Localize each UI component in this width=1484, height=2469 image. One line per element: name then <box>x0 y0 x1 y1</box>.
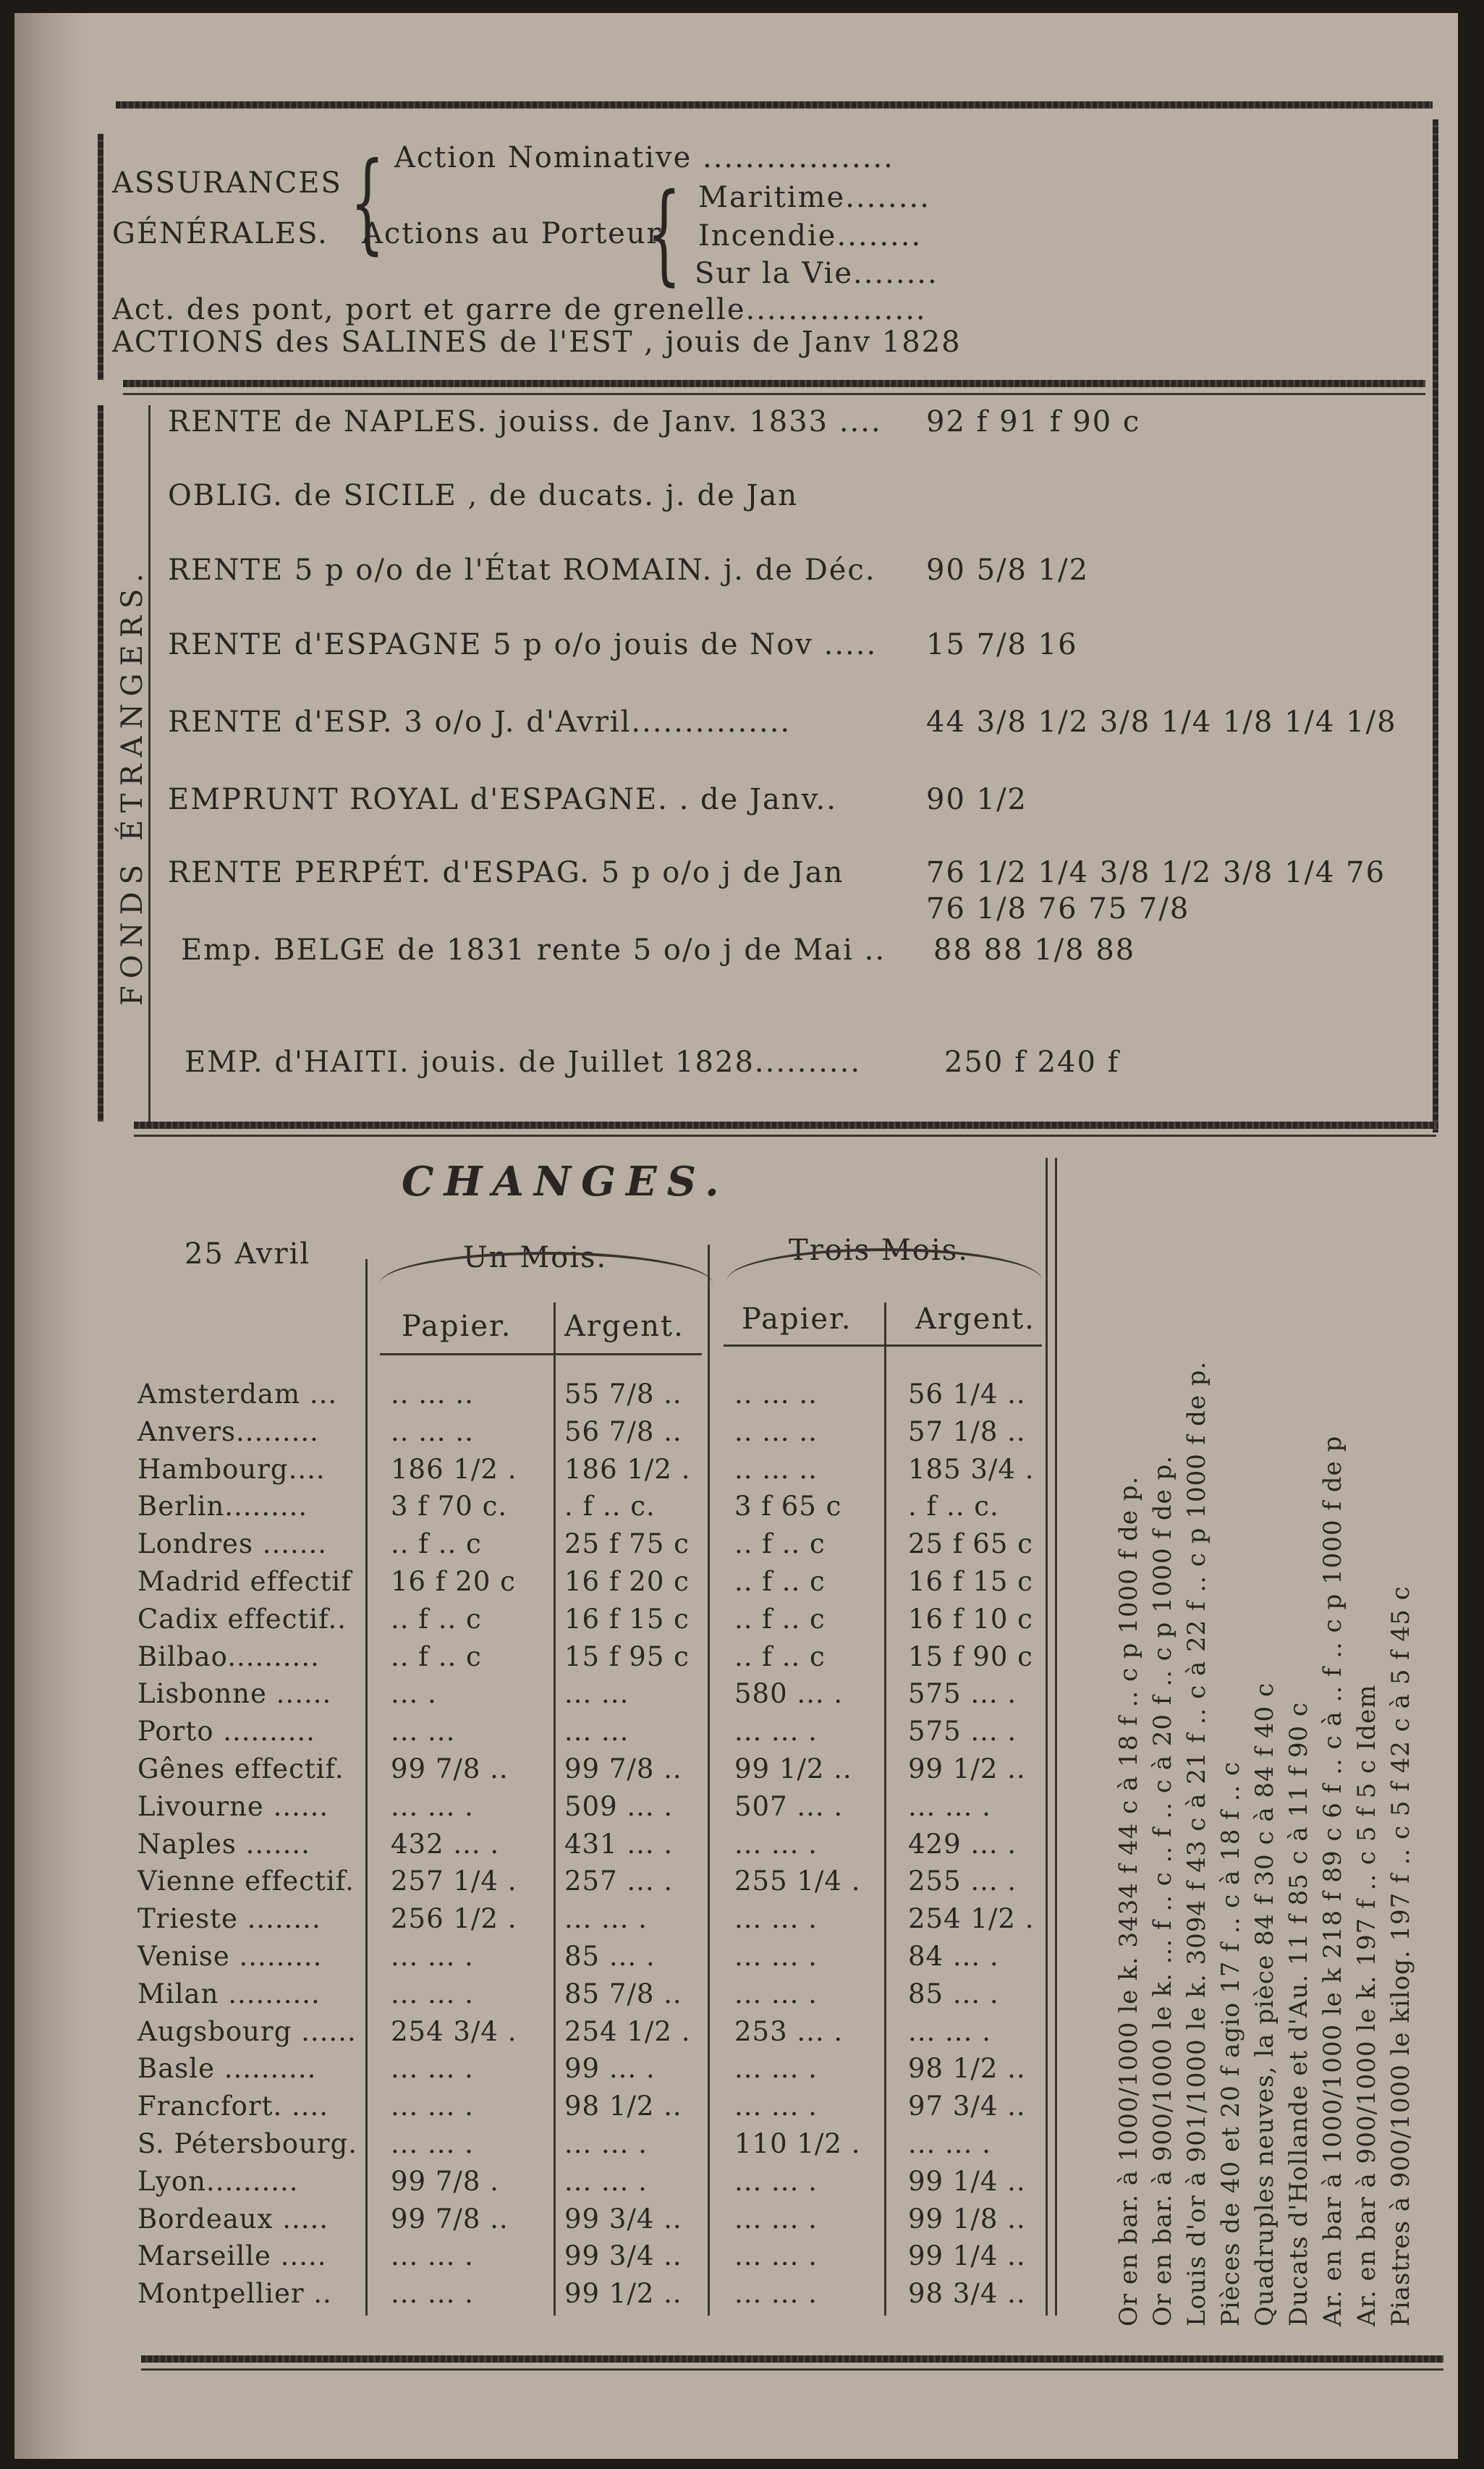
right-border-top <box>1433 119 1438 1132</box>
table-row-city: Porto .......... <box>137 1716 315 1748</box>
divider-1b <box>123 393 1425 395</box>
table-cell-c4: 99 1/4 .. <box>908 2165 1026 2197</box>
metal-line: Or en bar. à 900/1000 le k. ... f .. c .. f .. c à 20 f .. c p 1000 f de p. <box>1148 1454 1177 2326</box>
metal-line: Pièces de 40 et 20 f agio 17 f .. c à 18 f .. c <box>1216 1761 1245 2326</box>
table-cell-c3: .. f .. c <box>734 1603 826 1635</box>
table-cell-c2: 16 f 20 c <box>564 1566 690 1597</box>
table-row-city: Milan .......... <box>137 1978 321 2009</box>
table-cell-c1: ... ... . <box>391 2240 474 2272</box>
table-cell-c2: 254 1/2 . <box>564 2015 691 2047</box>
fonds-row-2-value: 90 5/8 1/2 <box>926 554 1090 587</box>
table-cell-c4: 56 1/4 .. <box>908 1379 1026 1410</box>
fonds-left-border <box>98 405 103 1122</box>
bottom-rule <box>141 2355 1443 2363</box>
table-cell-c4: ... ... . <box>908 1790 991 1822</box>
table-row-city: Cadix effectif.. <box>137 1603 347 1635</box>
table-cell-c3: .. ... .. <box>734 1379 818 1410</box>
assurances-label-2: GÉNÉRALES. <box>112 217 328 250</box>
table-cell-c2: ... ... . <box>564 1903 648 1935</box>
table-row-city: Montpellier .. <box>137 2278 332 2310</box>
table-cell-c1: ... ... . <box>391 1978 474 2009</box>
table-row-city: Gênes effectif. <box>137 1753 344 1784</box>
table-row-city: Augsbourg ...... <box>137 2015 357 2047</box>
metal-line: Quadruples neuves, la pièce 84 f 30 c à 84 f 40 c <box>1250 1682 1279 2326</box>
fonds-row-5-name: EMPRUNT ROYAL d'ESPAGNE. . de Janv.. <box>168 783 837 816</box>
table-cell-c2: 25 f 75 c <box>564 1528 690 1560</box>
table-row-city: Francfort. .... <box>137 2091 329 2122</box>
table-cell-c4: ... ... . <box>908 2128 991 2159</box>
table-cell-c4: 185 3/4 . <box>908 1453 1035 1485</box>
table-cell-c4: 98 1/2 .. <box>908 2053 1026 2085</box>
table-cell-c3: 110 1/2 . <box>734 2128 861 2159</box>
table-cell-c4: 57 1/8 .. <box>908 1415 1026 1447</box>
table-cell-c1: ... ... . <box>391 1941 474 1972</box>
table-cell-c3: 580 ... . <box>734 1678 844 1710</box>
divider-1 <box>123 380 1425 387</box>
table-cell-c1: 186 1/2 . <box>391 1453 517 1485</box>
table-cell-c1: ... ... . <box>391 2091 474 2122</box>
fonds-row-0-value: 92 f 91 f 90 c <box>926 405 1141 439</box>
brace-2: { <box>646 171 682 297</box>
table-row-city: Amsterdam ... <box>137 1379 338 1410</box>
table-cell-c1: .. ... .. <box>391 1415 474 1447</box>
col-rule-d <box>884 1303 886 2316</box>
actions-porteur: Actions au Porteur. <box>362 217 670 250</box>
col-rule-f <box>1055 1158 1057 2316</box>
table-cell-c2: 98 1/2 .. <box>564 2091 682 2122</box>
trois-mois-header: Trois Mois. <box>789 1234 969 1267</box>
actions-ponts: Act. des pont, port et garre de grenelle................. <box>112 293 927 326</box>
brace-1: { <box>349 140 385 266</box>
table-cell-c1: ... ... . <box>391 1790 474 1822</box>
assurances-label-1: ASSURANCES <box>112 166 342 200</box>
table-cell-c3: ... ... . <box>734 1978 818 2009</box>
fonds-row-7-value: 88 88 1/8 88 <box>933 933 1136 967</box>
table-cell-c2: 99 ... . <box>564 2053 656 2085</box>
header-argent-1: Argent. <box>564 1310 684 1343</box>
table-row-city: Livourne ...... <box>137 1790 329 1822</box>
divider-2b <box>134 1135 1436 1137</box>
table-cell-c3: .. f .. c <box>734 1528 826 1560</box>
table-cell-c1: ... ... <box>391 1716 456 1748</box>
col-rule-b <box>554 1303 556 2316</box>
table-cell-c1: 99 7/8 .. <box>391 1753 509 1784</box>
table-cell-c1: ... . <box>391 1678 437 1710</box>
table-row-city: Lyon.......... <box>137 2165 299 2197</box>
incendie: Incendie........ <box>698 219 923 253</box>
metal-line: Ar. en bar à 900/1000 le k. 197 f .. c 5 f 5 c Idem <box>1352 1684 1381 2326</box>
table-cell-c1: 16 f 20 c <box>391 1566 516 1597</box>
top-rule <box>116 101 1433 109</box>
changes-date: 25 Avril <box>185 1237 311 1271</box>
table-cell-c2: 16 f 15 c <box>564 1603 690 1635</box>
fonds-row-7-name: Emp. BELGE de 1831 rente 5 o/o j de Mai .. <box>181 933 886 967</box>
fonds-row-6-value: 76 1/2 1/4 3/8 1/2 3/8 1/4 76 <box>926 856 1386 889</box>
table-cell-c3: ... ... . <box>734 1716 818 1748</box>
un-mois-header: Un Mois. <box>463 1241 608 1274</box>
header-argent-2: Argent. <box>915 1303 1035 1336</box>
table-cell-c4: 98 3/4 .. <box>908 2278 1026 2310</box>
table-row-city: Hambourg.... <box>137 1453 326 1485</box>
fonds-row-0-name: RENTE de NAPLES. jouiss. de Janv. 1833 .... <box>168 405 882 439</box>
divider-2 <box>134 1122 1436 1129</box>
fonds-row-1-name: OBLIG. de SICILE , de ducats. j. de Jan <box>168 479 799 512</box>
table-row-city: Venise ......... <box>137 1941 323 1972</box>
table-row-city: Basle .......... <box>137 2053 317 2085</box>
table-cell-c4: 16 f 10 c <box>908 1603 1033 1635</box>
fonds-row-4-value: 44 3/8 1/2 3/8 1/4 1/8 1/4 1/8 <box>926 706 1397 739</box>
table-row-city: Londres ....... <box>137 1528 328 1560</box>
table-row-city: Bordeaux ..... <box>137 2203 329 2235</box>
table-cell-c4: 575 ... . <box>908 1716 1017 1748</box>
table-cell-c2: 15 f 95 c <box>564 1640 690 1672</box>
table-row-city: S. Pétersbourg. <box>137 2128 358 2159</box>
fonds-row-4-name: RENTE d'ESP. 3 o/o J. d'Avril............... <box>168 706 792 739</box>
table-cell-c2: 99 3/4 .. <box>564 2240 682 2272</box>
table-cell-c2: . f .. c. <box>564 1491 656 1523</box>
table-cell-c3: ... ... . <box>734 2240 818 2272</box>
table-cell-c3: .. ... .. <box>734 1453 818 1485</box>
metal-line: Piastres à 900/1000 le kilog. 197 f .. c 5 f 42 c à 5 f 45 c <box>1386 1585 1415 2326</box>
fonds-side-label: FONDS ÉTRANGERS. <box>116 566 149 1006</box>
table-row-city: Naples ....... <box>137 1828 310 1860</box>
table-cell-c4: 15 f 90 c <box>908 1640 1033 1672</box>
col-rule-c <box>708 1245 710 2316</box>
table-cell-c1: 99 7/8 . <box>391 2165 499 2197</box>
table-cell-c1: 3 f 70 c. <box>391 1491 508 1523</box>
fonds-row-5-value: 90 1/2 <box>926 783 1027 816</box>
table-cell-c1: ... ... . <box>391 2278 474 2310</box>
table-cell-c3: 253 ... . <box>734 2015 844 2047</box>
table-cell-c1: ... ... . <box>391 2128 474 2159</box>
table-cell-c4: 97 3/4 .. <box>908 2091 1026 2122</box>
table-cell-c2: 99 3/4 .. <box>564 2203 682 2235</box>
action-nominative: Action Nominative .................. <box>394 141 894 174</box>
table-cell-c3: ... ... . <box>734 1903 818 1935</box>
table-cell-c3: 99 1/2 .. <box>734 1753 852 1784</box>
table-cell-c2: 186 1/2 . <box>564 1453 691 1485</box>
table-row-city: Lisbonne ...... <box>137 1678 332 1710</box>
table-cell-c3: 255 1/4 . <box>734 1865 861 1897</box>
metal-line: Or en bar. à 1000/1000 le k. 3434 f 44 c à 18 f .. c p 1000 f de p. <box>1114 1475 1143 2326</box>
bottom-rule-b <box>141 2368 1443 2371</box>
table-cell-c1: .. f .. c <box>391 1640 482 1672</box>
header-underline-1 <box>380 1353 702 1355</box>
table-cell-c1: .. ... .. <box>391 1379 474 1410</box>
table-cell-c1: ... ... . <box>391 2053 474 2085</box>
changes-title: CHANGES. <box>402 1158 729 1206</box>
table-cell-c2: 85 ... . <box>564 1941 656 1972</box>
table-row-city: Trieste ........ <box>137 1903 321 1935</box>
table-cell-c2: ... ... <box>564 1678 629 1710</box>
table-cell-c3: ... ... . <box>734 1828 818 1860</box>
fonds-row-6-name: RENTE PERPÉT. d'ESPAG. 5 p o/o j de Jan <box>168 856 844 889</box>
table-cell-c1: 432 ... . <box>391 1828 500 1860</box>
sur-la-vie: Sur la Vie........ <box>695 257 938 290</box>
table-cell-c2: ... ... <box>564 1716 629 1748</box>
table-cell-c3: ... ... . <box>734 2203 818 2235</box>
table-cell-c2: ... ... . <box>564 2128 648 2159</box>
header-papier-2: Papier. <box>742 1303 852 1336</box>
table-cell-c4: 85 ... . <box>908 1978 999 2009</box>
table-cell-c2: ... ... . <box>564 2165 648 2197</box>
table-cell-c4: 254 1/2 . <box>908 1903 1035 1935</box>
table-cell-c2: 431 ... . <box>564 1828 674 1860</box>
table-cell-c4: 575 ... . <box>908 1678 1017 1710</box>
table-row-city: Berlin......... <box>137 1491 308 1523</box>
table-cell-c1: 99 7/8 .. <box>391 2203 509 2235</box>
table-cell-c3: ... ... . <box>734 2053 818 2085</box>
table-cell-c1: 257 1/4 . <box>391 1865 517 1897</box>
fonds-row-2-name: RENTE 5 p o/o de l'État ROMAIN. j. de Déc. <box>168 554 876 587</box>
table-cell-c2: 55 7/8 .. <box>564 1379 682 1410</box>
table-cell-c2: 257 ... . <box>564 1865 674 1897</box>
fonds-row-3-name: RENTE d'ESPAGNE 5 p o/o jouis de Nov ..... <box>168 628 878 661</box>
table-row-city: Marseille ..... <box>137 2240 327 2272</box>
table-row-city: Madrid effectif <box>137 1566 352 1597</box>
metal-line: Ducats d'Hollande et d'Au. 11 f 85 c à 11 f 90 c <box>1284 1701 1313 2326</box>
actions-salines: ACTIONS des SALINES de l'EST , jouis de Janv 1828 <box>112 326 962 359</box>
metal-line: Ar. en bar à 1000/1000 le k 218 f 89 c 6 f .. c à .. f .. c p 1000 f de p <box>1318 1435 1347 2326</box>
left-border-top <box>98 134 103 380</box>
header-papier-1: Papier. <box>402 1310 512 1343</box>
maritime: Maritime........ <box>698 181 930 214</box>
table-cell-c3: ... ... . <box>734 2091 818 2122</box>
table-cell-c4: 84 ... . <box>908 1941 999 1972</box>
table-cell-c1: 254 3/4 . <box>391 2015 517 2047</box>
table-cell-c4: 99 1/8 .. <box>908 2203 1026 2235</box>
table-cell-c2: 56 7/8 .. <box>564 1415 682 1447</box>
fonds-row-3-value: 15 7/8 16 <box>926 628 1078 661</box>
table-cell-c4: 99 1/2 .. <box>908 1753 1026 1784</box>
binding-gutter <box>14 13 83 2459</box>
table-row-city: Bilbao.......... <box>137 1640 320 1672</box>
table-cell-c3: .. f .. c <box>734 1566 826 1597</box>
metal-line: Louis d'or à 901/1000 le k. 3094 f 43 c à 21 f .. c à 22 f .. c p 1000 f de p. <box>1182 1360 1211 2326</box>
table-cell-c4: 429 ... . <box>908 1828 1017 1860</box>
table-cell-c2: 85 7/8 .. <box>564 1978 682 2009</box>
table-cell-c3: 507 ... . <box>734 1790 844 1822</box>
table-cell-c3: .. ... .. <box>734 1415 818 1447</box>
table-cell-c1: 256 1/2 . <box>391 1903 517 1935</box>
table-cell-c3: ... ... . <box>734 2165 818 2197</box>
table-cell-c4: ... ... . <box>908 2015 991 2047</box>
table-cell-c4: . f .. c. <box>908 1491 999 1523</box>
fonds-row-8-name: EMP. d'HAITI. jouis. de Juillet 1828.......... <box>185 1046 862 1079</box>
table-cell-c1: .. f .. c <box>391 1528 482 1560</box>
fonds-row-8-value: 250 f 240 f <box>944 1046 1120 1079</box>
fonds-row-6-value-2: 76 1/8 76 75 7/8 <box>926 892 1190 926</box>
table-cell-c3: ... ... . <box>734 2278 818 2310</box>
table-cell-c4: 99 1/4 .. <box>908 2240 1026 2272</box>
table-cell-c2: 99 1/2 .. <box>564 2278 682 2310</box>
table-row-city: Vienne effectif. <box>137 1865 355 1897</box>
table-cell-c3: 3 f 65 c <box>734 1491 842 1523</box>
col-rule-a <box>365 1259 368 2316</box>
col-rule-e <box>1046 1158 1048 2316</box>
header-underline-2 <box>724 1344 1042 1347</box>
table-cell-c2: 509 ... . <box>564 1790 674 1822</box>
table-cell-c3: ... ... . <box>734 1941 818 1972</box>
table-cell-c3: .. f .. c <box>734 1640 826 1672</box>
table-cell-c2: 99 7/8 .. <box>564 1753 682 1784</box>
table-cell-c4: 255 ... . <box>908 1865 1017 1897</box>
table-cell-c1: .. f .. c <box>391 1603 482 1635</box>
table-cell-c4: 16 f 15 c <box>908 1566 1033 1597</box>
table-row-city: Anvers......... <box>137 1415 319 1447</box>
table-cell-c4: 25 f 65 c <box>908 1528 1033 1560</box>
